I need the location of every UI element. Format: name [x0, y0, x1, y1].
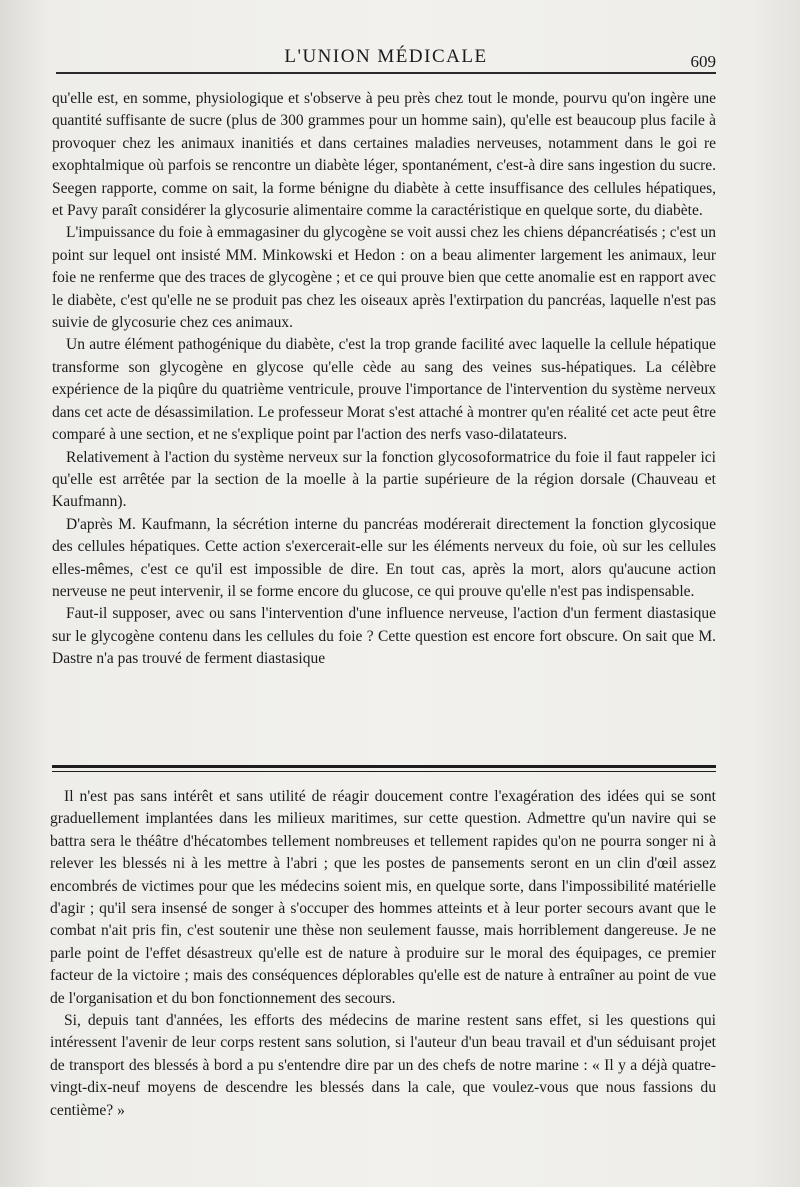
feuilleton-paragraph: Il n'est pas sans intérêt et sans utilité de réagir doucement contre l'exagération des idées qui se sont graduellement implantées dans les milieux maritimes, sur cette question. Admettre qu'un navire qui se battra sera le théâtre d'hécatombes tellement nombreuses et tellement rapides qu'on ne pourra songer ni à relever les blessés ni à les mettre à l'abri ; que les postes de pansements seront en un clin d'œil assez encombrés de victimes pour que les médecins soient mis, en quelque sorte, dans l'impossibilité matérielle d'agir ; qu'il sera insensé de songer à s'occuper des hommes atteints et à leur porter secours avant que le combat n'ait pris fin, c'est soutenir une thèse non seulement fausse, mais horriblement dangereuse. Je ne parle point de l'effet désastreux qu'elle est de nature à produire sur le moral des équipages, ce premier facteur de la victoire ; mais des conséquences déplorables qu'elle est de nature à entraîner au point de vue de l'organisation et du bon fonctionnement des secours.	[50, 788, 716, 1007]
paragraph: Relativement à l'action du système nerveux sur la fonction glycosoformatrice du foie il faut rappeler ici qu'elle est arrêtée par la section de la moelle à la partie supérieure de la région dorsale (Chauveau et Kaufmann).	[52, 448, 716, 511]
paragraph: D'après M. Kaufmann, la sécrétion interne du pancréas modérerait directement la fonction glycosique des cellules hépatiques. Cette action s'exercerait-elle sur les éléments nerveux du foie, où sur les cellules elles-mêmes, c'est ce qu'il est impossible de dire. En tout cas, après la mort, alors qu'aucune action nerveuse ne peut intervenir, il se forme encore du glucose, ce qui prouve qu'elle n'est pas indispensable.	[52, 515, 716, 600]
running-title: L'UNION MÉDICALE	[284, 46, 488, 67]
paragraph: L'impuissance du foie à emmagasiner du glycogène se voit aussi chez les chiens dépancréatisés ; c'est un point sur lequel ont insisté MM. Minkowski et Hedon : on a beau alimenter largement les animaux, leur foie ne renferme que des traces de glycogène ; et ce qui prouve bien que cette anomalie est en rapport avec le diabète, c'est qu'elle ne se produit pas chez les oiseaux après l'extirpation du pancréas, laquelle n'est pas suivie de glycosurie chez ces animaux.	[52, 224, 716, 332]
header-rule	[56, 72, 716, 74]
feuilleton-paragraph: Si, depuis tant d'années, les efforts des médecins de marine restent sans effet, si les questions qui intéressent l'avenir de leur corps restent sans solution, si l'auteur d'un beau travail et d'un séduisant projet de transport des blessés à bord a pu s'entendre dire par un des chefs de notre marine : « Il y a déjà quatre-vingt-dix-neuf moyens de descendre les blessés dans la cale, que voulez-vous que nous fassions du centième? »	[50, 1012, 716, 1119]
paragraph: Faut-il supposer, avec ou sans l'intervention d'une influence nerveuse, l'action d'un ferment diastasique sur le glycogène contenu dans les cellules du foie ? Cette question est encore fort obscure. On sait que M. Dastre n'a pas trouvé de ferment diastasique	[52, 605, 716, 668]
page-number: 609	[690, 52, 716, 71]
separator-thin-line	[52, 771, 716, 772]
feuilleton-separator	[52, 765, 716, 773]
paragraph: Un autre élément pathogénique du diabète, c'est la trop grande facilité avec laquelle la cellule hépatique transforme son glycogène en glycose qu'elle cède au sang des veines sus-hépatiques. La célèbre expérience de la piqûre du quatrième ventricule, prouve l'importance de l'intervention du système nerveux dans cet acte de désassimilation. Le professeur Morat s'est attaché à montrer qu'en réalité cet acte peut être comparé à une section, et ne s'explique point par l'action des nerfs vaso-dilatateurs.	[52, 336, 716, 444]
main-text	[52, 88, 716, 671]
feuilleton-text	[50, 786, 716, 1122]
page-header	[56, 44, 716, 84]
separator-thick-line	[52, 765, 716, 768]
paragraph-continued: qu'elle est, en somme, physiologique et s'observe à peu près chez tout le monde, pourvu qu'on ingère une quantité suffisante de sucre (plus de 300 grammes pour un homme sain), qu'elle est beaucoup plus facile à provoquer chez les animaux inanitiés et dans certaines maladies nerveuses, notamment dans le goi re exophtalmique où parfois se rencontre un diabète léger, spontanément, c'est-à dire sans ingestion du sucre. Seegen rapporte, comme on sait, la forme bénigne du diabète à cette insuffisance des cellules hépatiques, et Pavy paraît considérer la glycosurie alimentaire comme la caractéristique en quelque sorte, du diabète.	[52, 90, 716, 220]
